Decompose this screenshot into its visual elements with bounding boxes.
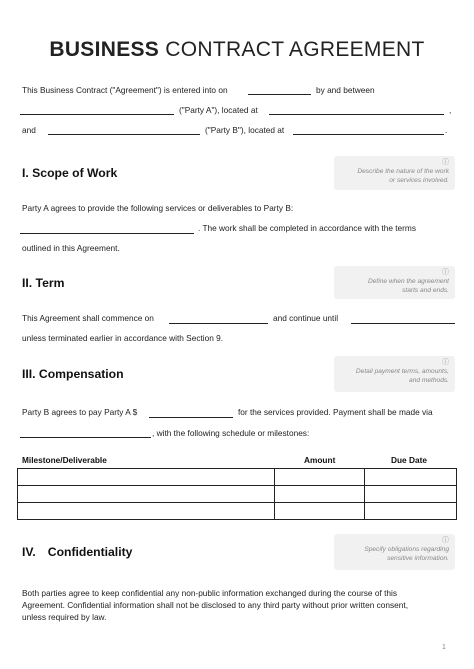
col-header-amount: Amount [304,455,336,465]
intro-text-3b: ("Party B"), located at [205,125,285,135]
note-line-2: and methods. [409,377,449,384]
term-guidance-note [334,266,455,299]
info-icon: ⓘ [442,359,449,366]
payment-method-blank[interactable] [20,437,151,438]
milestone-cell[interactable] [18,486,275,503]
note-line-2: starts and ends. [402,287,449,294]
due-date-cell[interactable] [365,486,457,503]
intro-text-2a: ("Party A"), located at [179,105,258,115]
section-confidentiality-heading [22,545,132,559]
term-text-1b: and continue until [273,313,339,323]
note-line-1: Detail payment terms, amounts, [355,368,449,375]
page-number: 1 [442,644,446,651]
confidentiality-paragraph-3: unless required by law. [22,612,107,622]
party-b-address-blank[interactable] [293,134,444,135]
heading-text: Confidentiality [47,545,133,559]
party-a-address-blank[interactable] [269,114,444,115]
scope-paragraph-1: Party A agrees to provide the following services or deliverables to Party B: [22,203,294,213]
confidentiality-paragraph-1: Both parties agree to keep confidential any non-public information exchanged during the course of this [22,588,397,598]
amount-cell[interactable] [275,503,365,520]
compensation-text-2: , with the following schedule or milestones: [152,428,310,438]
due-date-cell[interactable] [365,469,457,486]
term-text-1a: This Agreement shall commence on [22,313,154,323]
milestone-cell[interactable] [18,469,275,486]
table-row [18,469,457,486]
intro-text-1b: by and between [316,85,375,95]
intro-text-3a: and [22,125,36,135]
intro-text-1a: This Business Contract ("Agreement") is entered into on [22,85,228,95]
amount-cell[interactable] [275,486,365,503]
amount-cell[interactable] [275,469,365,486]
note-line-2: or services involved. [389,177,449,184]
col-header-due-date: Due Date [391,455,427,465]
info-icon: ⓘ [442,269,449,276]
intro-text-3c: . [445,125,448,135]
services-blank[interactable] [20,233,194,234]
scope-guidance-note [334,156,455,190]
note-line-2: sensitive information. [387,555,449,562]
note-line-1: Describe the nature of the work [357,168,449,175]
end-date-blank[interactable] [351,323,455,324]
confidentiality-guidance-note [334,534,455,570]
heading-number: IV. [22,545,36,559]
section-scope-heading: I. Scope of Work [22,166,118,180]
amount-blank[interactable] [149,417,233,418]
note-line-1: Define when the agreement [367,278,449,285]
table-row [18,503,457,520]
date-blank[interactable] [248,94,311,95]
due-date-cell[interactable] [365,503,457,520]
milestone-cell[interactable] [18,503,275,520]
start-date-blank[interactable] [169,323,268,324]
intro-text-2b: , [449,105,452,115]
party-b-name-blank[interactable] [48,134,200,135]
scope-paragraph-3: outlined in this Agreement. [22,243,120,253]
compensation-text-1b: for the services provided. Payment shall be made via [238,407,433,417]
party-a-name-blank[interactable] [20,114,174,115]
compensation-text-1a: Party B agrees to pay Party A $ [22,407,138,417]
note-line-1: Specify obligations regarding [364,546,449,553]
section-term-heading: II. Term [22,276,65,290]
title-bold-part: BUSINESS [49,38,160,61]
title-rest-part: CONTRACT AGREEMENT [159,38,425,61]
milestone-table [17,468,457,520]
scope-paragraph-2: . The work shall be completed in accordance with the terms [198,223,416,233]
info-icon: ⓘ [442,159,449,166]
section-compensation-heading: III. Compensation [22,367,124,381]
col-header-milestone: Milestone/Deliverable [22,455,107,465]
info-icon: ⓘ [442,537,449,544]
confidentiality-paragraph-2: Agreement. Confidential information shall not be disclosed to any third party without prior written consent, [22,600,409,610]
table-row [18,486,457,503]
term-paragraph-2: unless terminated earlier in accordance with Section 9. [22,333,224,343]
compensation-guidance-note [334,356,455,392]
document-title [0,38,474,62]
